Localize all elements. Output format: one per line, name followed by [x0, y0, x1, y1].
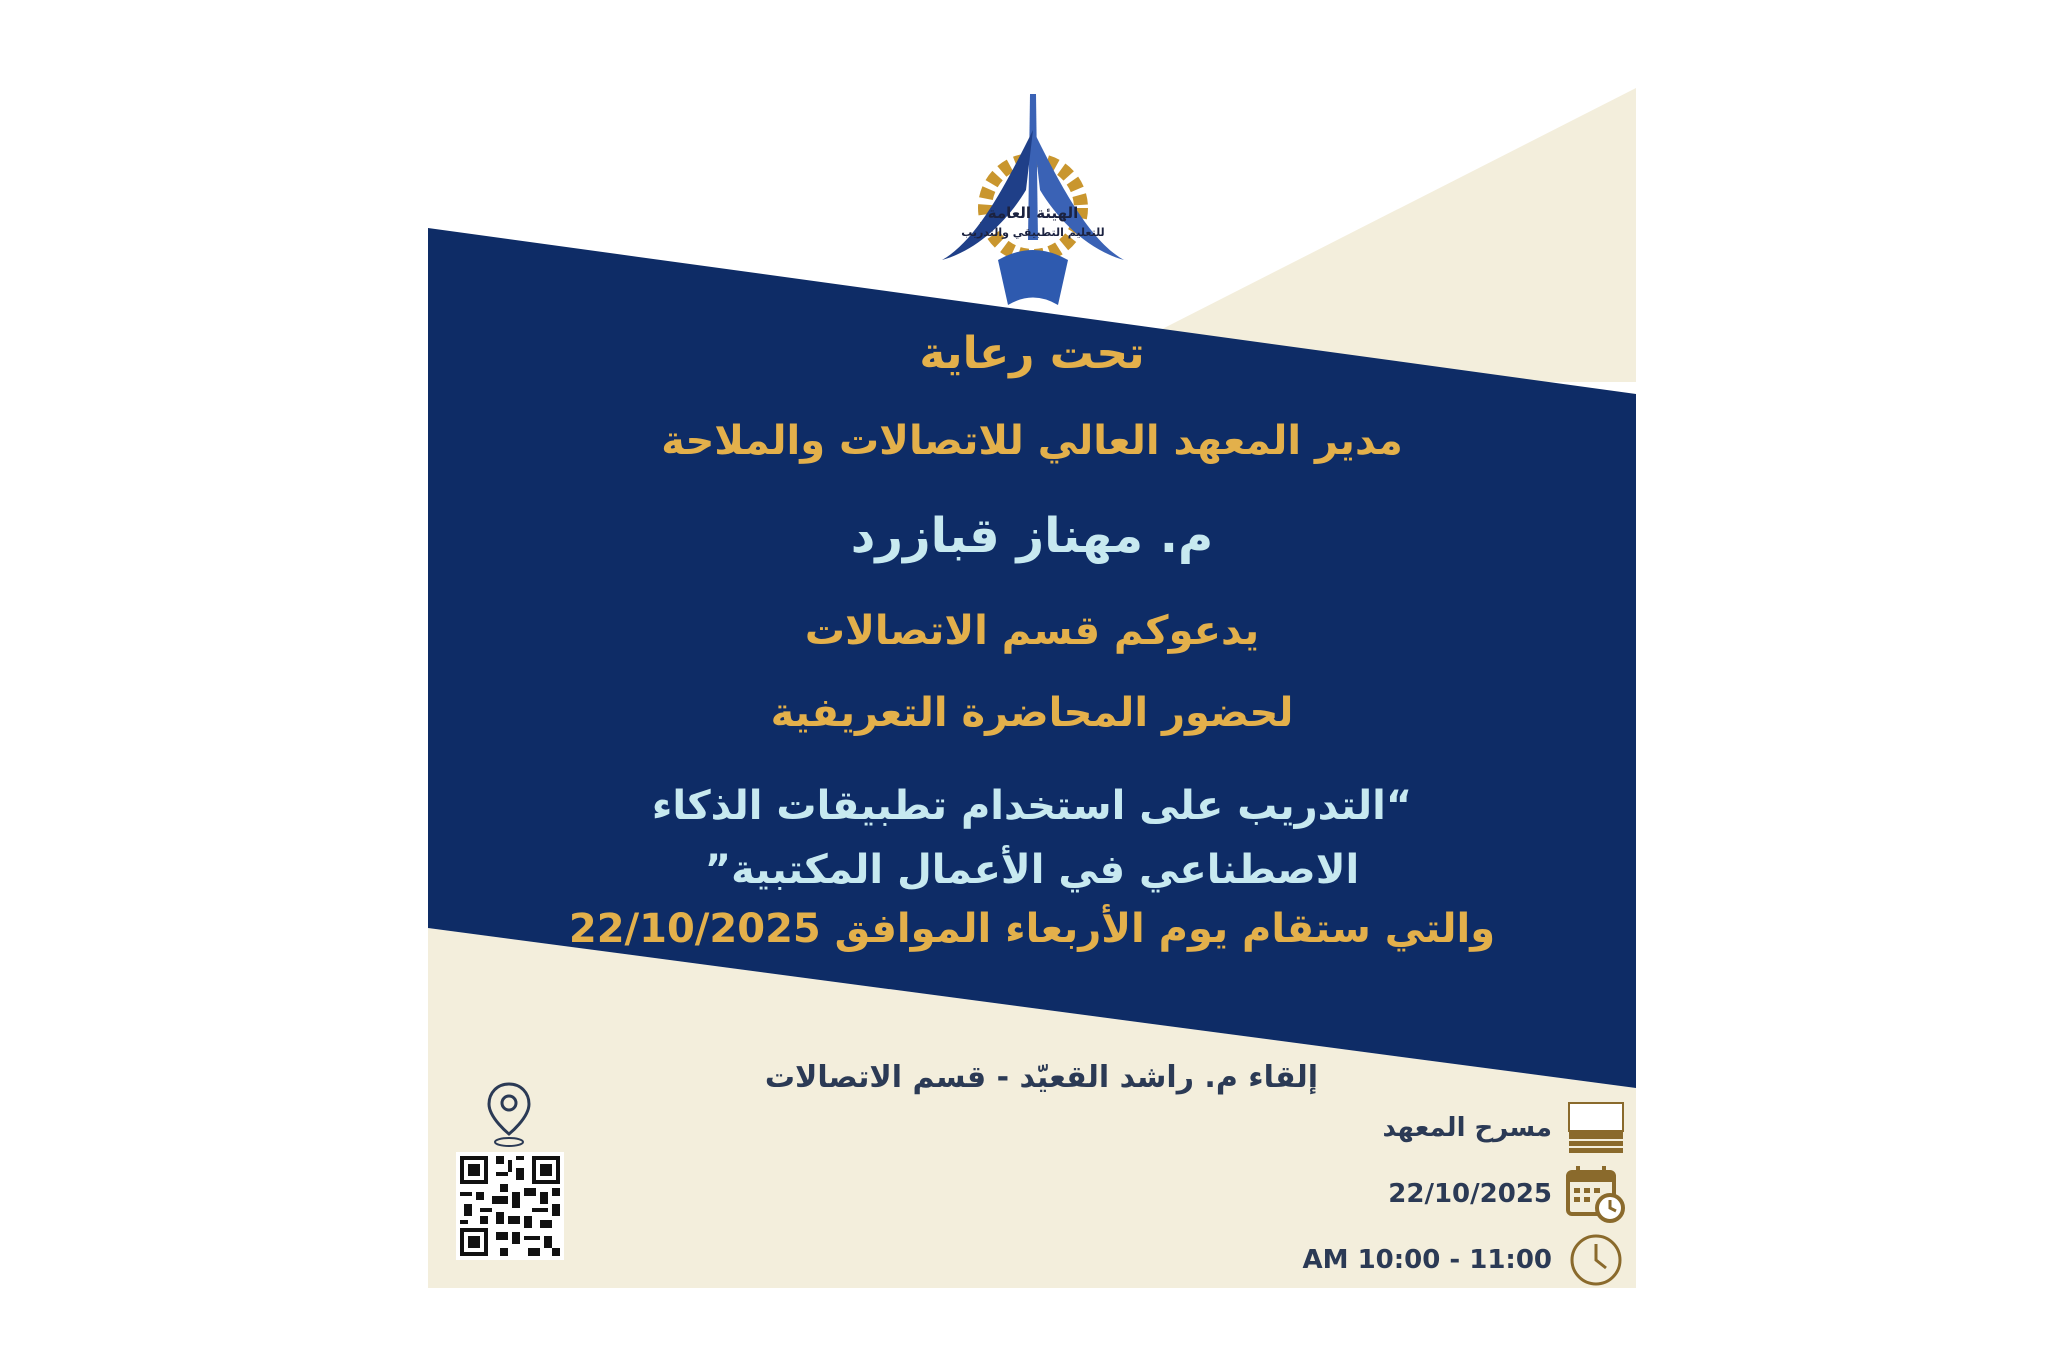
theater-icon	[1566, 1098, 1626, 1158]
qr-code[interactable]	[456, 1152, 564, 1260]
venue-text: مسرح المعهد	[1382, 1113, 1552, 1143]
organization-logo	[938, 90, 1128, 310]
date-text: 22/10/2025	[1388, 1179, 1552, 1209]
time-text: 11:00 - 10:00 AM	[1302, 1245, 1552, 1275]
svg-text:الهيئة العامة: الهيئة العامة	[987, 204, 1079, 222]
lecture-title: “التدريب على استخدام تطبيقات الذكاء الاصطناعي في الأعمال المكتبية”	[651, 783, 1413, 893]
date-row	[1388, 1164, 1626, 1224]
invite-line: يدعوكم قسم الاتصالات	[804, 608, 1260, 654]
svg-text:للتعليم التطبيقي والتدريب: للتعليم التطبيقي والتدريب	[961, 226, 1105, 239]
calendar-clock-icon	[1566, 1164, 1626, 1224]
clock-icon	[1566, 1230, 1626, 1288]
presenter-line: إلقاء م. راشد القعيّد - قسم الاتصالات	[764, 1060, 1318, 1095]
event-date-line: والتي ستقام يوم الأربعاء الموافق 22/10/2025	[568, 906, 1496, 952]
time-row	[1303, 1230, 1627, 1288]
attend-line: لحضور المحاضرة التعريفية	[770, 690, 1294, 736]
sponsor-label: تحت رعاية	[919, 328, 1145, 379]
director-name: م. مهناز قبازرد	[850, 508, 1214, 564]
venue-row	[1383, 1098, 1626, 1158]
event-poster	[428, 88, 1636, 1288]
director-title: مدير المعهد العالي للاتصالات والملاحة	[661, 418, 1403, 464]
location-pin-icon	[486, 1082, 532, 1148]
